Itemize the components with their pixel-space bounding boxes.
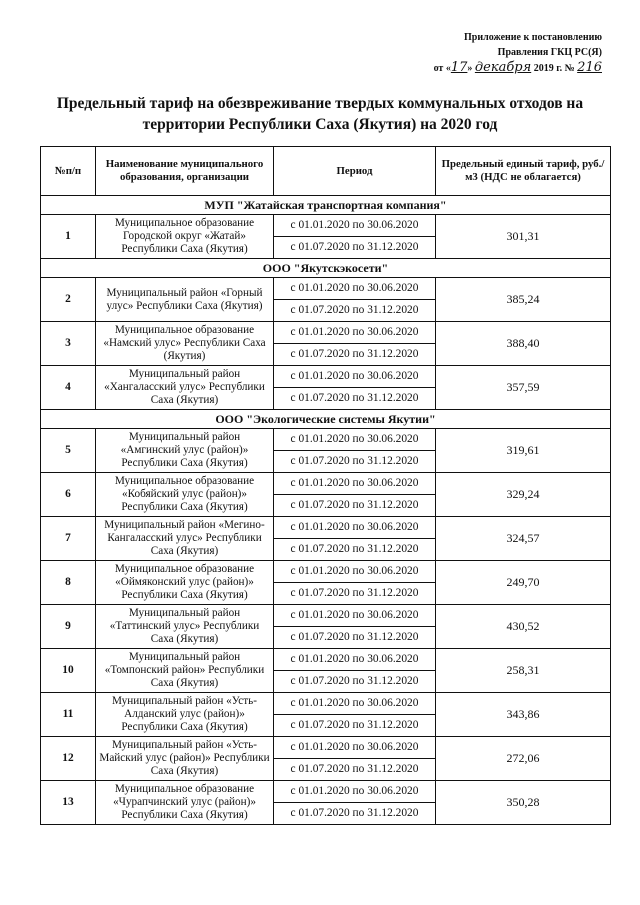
municipality-name: Муниципальный район «Усть-Алданский улус (район)» Республики Саха (Якутия) xyxy=(96,693,274,737)
row-number: 1 xyxy=(41,215,96,259)
period-first-half: с 01.01.2020 по 30.06.2020 xyxy=(274,605,436,627)
row-number: 8 xyxy=(41,561,96,605)
period-first-half: с 01.01.2020 по 30.06.2020 xyxy=(274,737,436,759)
table-row xyxy=(41,366,611,388)
date-number: 216 xyxy=(577,60,602,75)
row-number: 7 xyxy=(41,517,96,561)
tariff-value: 357,59 xyxy=(436,366,611,410)
municipality-name: Муниципальное образование Городской округ «Жатай» Республики Саха (Якутия) xyxy=(96,215,274,259)
header-name: Наименование муниципального образования, организации xyxy=(96,147,274,196)
header-rate: Предельный единый тариф, руб./м3 (НДС не облагается) xyxy=(436,147,611,196)
date-day: 17 xyxy=(450,60,468,75)
date-mid: » xyxy=(467,63,473,74)
period-second-half: с 01.07.2020 по 31.12.2020 xyxy=(274,451,436,473)
period-first-half: с 01.01.2020 по 30.06.2020 xyxy=(274,215,436,237)
row-number: 4 xyxy=(41,366,96,410)
tariff-value: 343,86 xyxy=(436,693,611,737)
org-name: ООО "Якутскэкосети" xyxy=(41,259,611,278)
row-number: 12 xyxy=(41,737,96,781)
table-row xyxy=(41,737,611,759)
period-second-half: с 01.07.2020 по 31.12.2020 xyxy=(274,539,436,561)
org-group-row xyxy=(41,259,611,278)
row-number: 9 xyxy=(41,605,96,649)
date-prefix: от « xyxy=(433,63,451,74)
municipality-name: Муниципальный район «Хангаласский улус» Республики Саха (Якутия) xyxy=(96,366,274,410)
tariff-table xyxy=(40,146,611,825)
table-row xyxy=(41,781,611,803)
tariff-value: 324,57 xyxy=(436,517,611,561)
tariff-value: 329,24 xyxy=(436,473,611,517)
row-number: 11 xyxy=(41,693,96,737)
period-second-half: с 01.07.2020 по 31.12.2020 xyxy=(274,583,436,605)
municipality-name: Муниципальный район «Мегино-Кангаласский улус» Республики Саха (Якутия) xyxy=(96,517,274,561)
tariff-value: 249,70 xyxy=(436,561,611,605)
period-first-half: с 01.01.2020 по 30.06.2020 xyxy=(274,561,436,583)
row-number: 13 xyxy=(41,781,96,825)
org-group-row xyxy=(41,410,611,429)
period-first-half: с 01.01.2020 по 30.06.2020 xyxy=(274,693,436,715)
period-first-half: с 01.01.2020 по 30.06.2020 xyxy=(274,366,436,388)
municipality-name: Муниципальный район «Томпонский район» Республики Саха (Якутия) xyxy=(96,649,274,693)
period-second-half: с 01.07.2020 по 31.12.2020 xyxy=(274,715,436,737)
tariff-value: 258,31 xyxy=(436,649,611,693)
row-number: 6 xyxy=(41,473,96,517)
annex-date-line xyxy=(402,60,602,76)
annex-line1: Приложение к постановлению xyxy=(464,32,602,43)
date-month: декабря xyxy=(474,60,532,75)
tariff-value: 272,06 xyxy=(436,737,611,781)
table-row xyxy=(41,561,611,583)
period-first-half: с 01.01.2020 по 30.06.2020 xyxy=(274,278,436,300)
tariff-value: 430,52 xyxy=(436,605,611,649)
period-second-half: с 01.07.2020 по 31.12.2020 xyxy=(274,388,436,410)
municipality-name: Муниципальный район «Амгинский улус (район)» Республики Саха (Якутия) xyxy=(96,429,274,473)
period-second-half: с 01.07.2020 по 31.12.2020 xyxy=(274,759,436,781)
tariff-value: 385,24 xyxy=(436,278,611,322)
row-number: 3 xyxy=(41,322,96,366)
period-second-half: с 01.07.2020 по 31.12.2020 xyxy=(274,237,436,259)
period-second-half: с 01.07.2020 по 31.12.2020 xyxy=(274,344,436,366)
table-row xyxy=(41,215,611,237)
period-first-half: с 01.01.2020 по 30.06.2020 xyxy=(274,473,436,495)
tariff-value: 388,40 xyxy=(436,322,611,366)
table-row xyxy=(41,322,611,344)
period-first-half: с 01.01.2020 по 30.06.2020 xyxy=(274,781,436,803)
period-second-half: с 01.07.2020 по 31.12.2020 xyxy=(274,495,436,517)
period-second-half: с 01.07.2020 по 31.12.2020 xyxy=(274,803,436,825)
municipality-name: Муниципальный район «Таттинский улус» Республики Саха (Якутия) xyxy=(96,605,274,649)
org-group-row xyxy=(41,196,611,215)
period-first-half: с 01.01.2020 по 30.06.2020 xyxy=(274,322,436,344)
municipality-name: Муниципальное образование «Кобяйский улус (район)» Республики Саха (Якутия) xyxy=(96,473,274,517)
table-row xyxy=(41,649,611,671)
period-first-half: с 01.01.2020 по 30.06.2020 xyxy=(274,649,436,671)
municipality-name: Муниципальный район «Усть-Майский улус (район)» Республики Саха (Якутия) xyxy=(96,737,274,781)
row-number: 10 xyxy=(41,649,96,693)
row-number: 2 xyxy=(41,278,96,322)
annex-block xyxy=(402,30,602,76)
header-num: №п/п xyxy=(41,147,96,196)
row-number: 5 xyxy=(41,429,96,473)
municipality-name: Муниципальное образование «Оймяконский улус (район)» Республики Саха (Якутия) xyxy=(96,561,274,605)
page-title: Предельный тариф на обезвреживание твердых коммунальных отходов на территории Республики Саха (Якутия) на 2020 год xyxy=(56,95,584,133)
table-body xyxy=(41,196,611,825)
org-name: МУП "Жатайская транспортная компания" xyxy=(41,196,611,215)
table-row xyxy=(41,473,611,495)
period-first-half: с 01.01.2020 по 30.06.2020 xyxy=(274,517,436,539)
tariff-value: 319,61 xyxy=(436,429,611,473)
date-year: 2019 г. № xyxy=(533,63,575,74)
tariff-value: 301,31 xyxy=(436,215,611,259)
table-header-row xyxy=(41,147,611,196)
tariff-value: 350,28 xyxy=(436,781,611,825)
period-second-half: с 01.07.2020 по 31.12.2020 xyxy=(274,671,436,693)
table-row xyxy=(41,429,611,451)
table-row xyxy=(41,278,611,300)
municipality-name: Муниципальное образование «Намский улус» Республики Саха (Якутия) xyxy=(96,322,274,366)
table-row xyxy=(41,693,611,715)
table-row xyxy=(41,517,611,539)
header-period: Период xyxy=(274,147,436,196)
org-name: ООО "Экологические системы Якутии" xyxy=(41,410,611,429)
period-second-half: с 01.07.2020 по 31.12.2020 xyxy=(274,627,436,649)
municipality-name: Муниципальное образование «Чурапчинский улус (район)» Республики Саха (Якутия) xyxy=(96,781,274,825)
period-second-half: с 01.07.2020 по 31.12.2020 xyxy=(274,300,436,322)
table-row xyxy=(41,605,611,627)
municipality-name: Муниципальный район «Горный улус» Республики Саха (Якутия) xyxy=(96,278,274,322)
annex-line2: Правления ГКЦ РС(Я) xyxy=(497,47,602,58)
period-first-half: с 01.01.2020 по 30.06.2020 xyxy=(274,429,436,451)
